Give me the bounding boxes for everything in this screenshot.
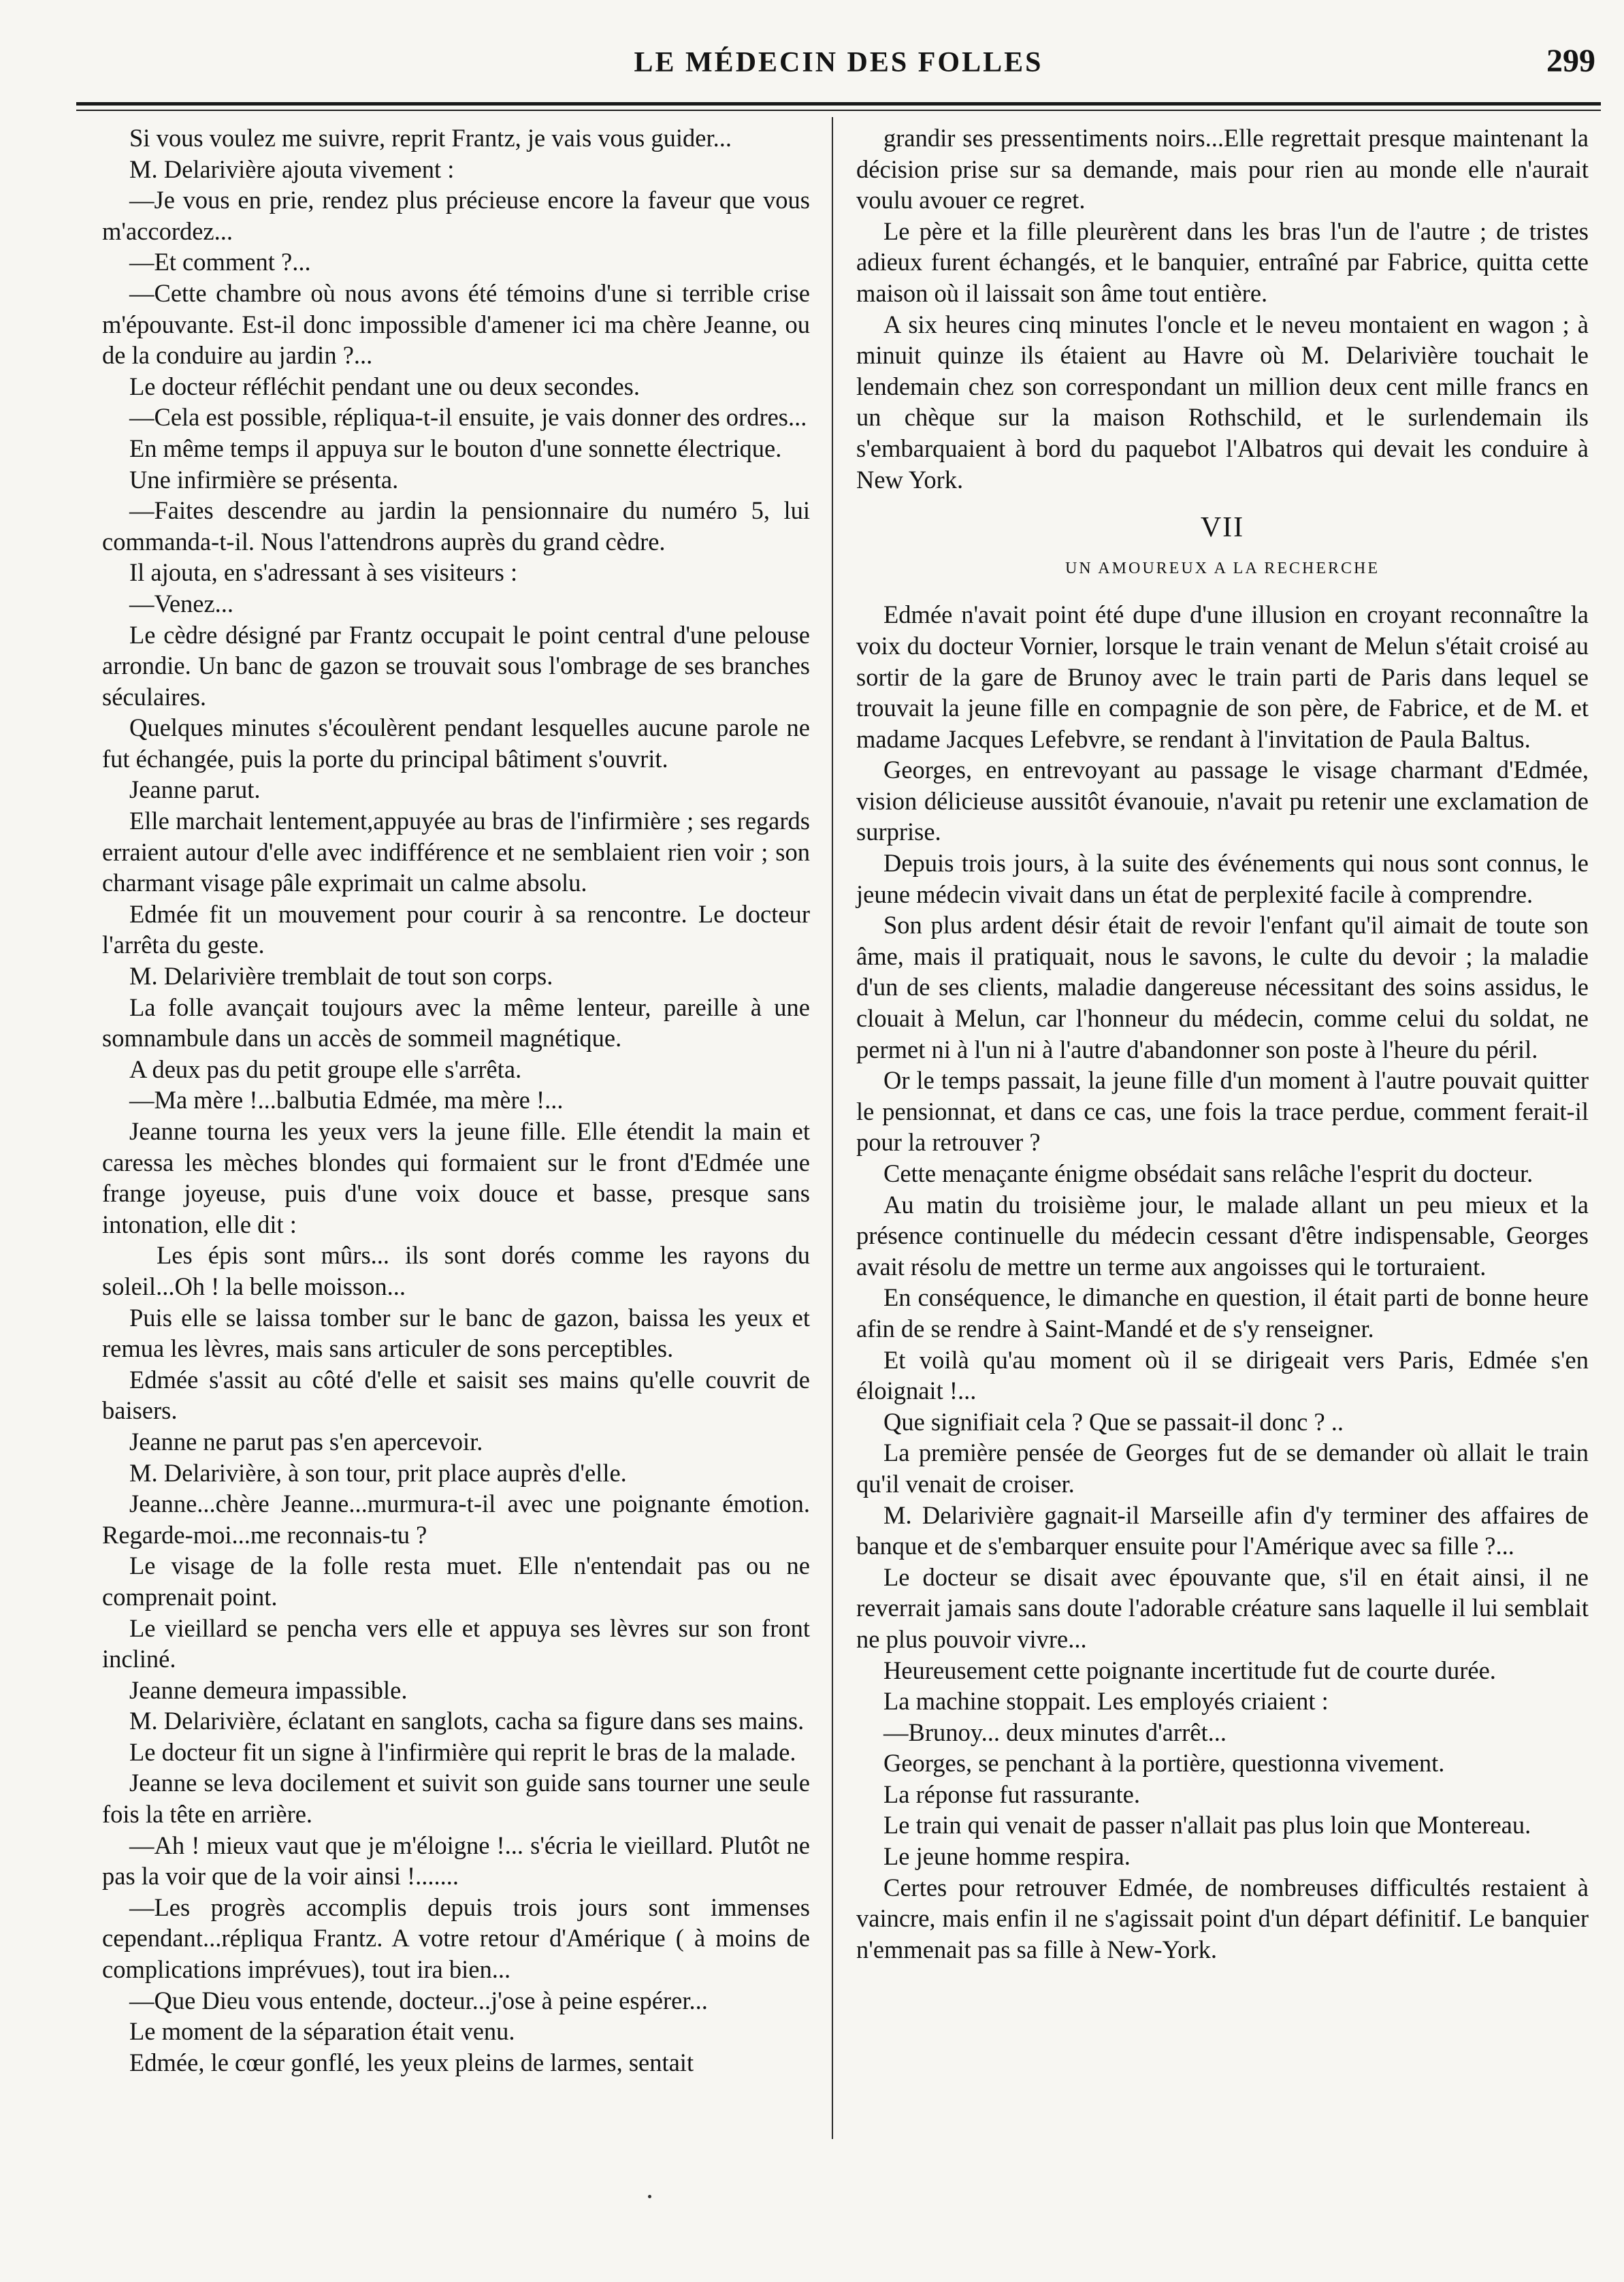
chapter-number: VII <box>1200 512 1245 544</box>
paragraph: Le père et la fille pleurèrent dans les bras l'un de l'autre ; de tristes adieux furent échangés, et le banquier, entraîné par Fabrice, quitta cette maison où il laissait son âme tout entière. <box>856 216 1589 307</box>
paragraph: Certes pour retrouver Edmée, de nombreuses difficultés restaient à vaincre, mais enfin il ne s'agissait point d'un départ définitif. Le banquier n'emmenait pas sa fille à New-York. <box>856 1873 1589 1963</box>
paragraph: M. Delarivière, à son tour, prit place auprès d'elle. <box>129 1458 627 1487</box>
paragraph: En même temps il appuya sur le bouton d'une sonnette électrique. <box>129 434 782 462</box>
paragraph: La première pensée de Georges fut de se demander où allait le train qu'il venait de croiser. <box>856 1439 1589 1498</box>
paragraph: —Les progrès accomplis depuis trois jours sont immenses cependant...répliqua Frantz. A votre retour d'Amérique ( à moins de complications imprévues), tout ira bien... <box>102 1893 810 1984</box>
page-header <box>76 27 1601 109</box>
paragraph: M. Delarivière ajouta vivement : <box>129 155 455 183</box>
paragraph: —Cette chambre où nous avons été témoins d'une si terrible crise m'épouvante. Est-il donc impossible d'amener ici ma chère Jeanne, ou de la conduire au jardin ?... <box>102 278 810 370</box>
left-column <box>102 123 810 2078</box>
header-rule-thick <box>76 102 1601 106</box>
paragraph: Edmée, le cœur gonflé, les yeux pleins de larmes, sentait <box>129 2048 694 2076</box>
paragraph: Que signifiait cela ? Que se passait-il donc ? .. <box>883 1407 1344 1436</box>
paragraph: Le vieillard se pencha vers elle et appuya ses lèvres sur son front incliné. <box>102 1613 810 1673</box>
paragraph: Et voilà qu'au moment où il se dirigeait vers Paris, Edmée s'en éloignait !... <box>856 1345 1589 1405</box>
paragraph: Une infirmière se présenta. <box>129 465 399 494</box>
paragraph: Jeanne demeura impassible. <box>129 1675 408 1704</box>
paragraph: —Cela est possible, répliqua-t-il ensuite, je vais donner des ordres... <box>129 403 807 432</box>
paragraph: —Je vous en prie, rendez plus précieuse encore la faveur que vous m'accordez... <box>102 186 810 245</box>
chapter-title: UN AMOUREUX A LA RECHERCHE <box>1065 559 1380 577</box>
paragraph: Le docteur réfléchit pendant une ou deux secondes. <box>129 372 640 400</box>
paragraph: Le visage de la folle resta muet. Elle n'entendait pas ou ne comprenait point. <box>102 1552 810 1611</box>
paragraph: Edmée n'avait point été dupe d'une illusion en croyant reconnaître la voix du docteur Vornier, lorsque le train venant de Melun s'était croisé au sortir de la gare de Brunoy avec le train parti de Paris dans lequel se trouvait la jeune fille en compagnie de son père, de Fabrice, et de M. et madame Jacques Lefebvre, se rendant à l'invitation de Paula Baltus. <box>856 600 1589 753</box>
paragraph: Edmée s'assit au côté d'elle et saisit ses mains qu'elle couvrit de baisers. <box>102 1365 810 1425</box>
header-rule-thin <box>76 110 1601 111</box>
paragraph: Elle marchait lentement,appuyée au bras de l'infirmière ; ses regards erraient autour d'elle avec indifférence et ne semblaient rien voir ; son charmant visage pâle exprimait un calme absolu. <box>102 807 810 897</box>
paragraph: —Que Dieu vous entende, docteur...j'ose à peine espérer... <box>129 1986 708 2014</box>
paragraph: Cette menaçante énigme obsédait sans relâche l'esprit du docteur. <box>883 1159 1533 1187</box>
paragraph: Le docteur fit un signe à l'infirmière qui reprit le bras de la malade. <box>129 1737 796 1766</box>
paragraph: Le cèdre désigné par Frantz occupait le point central d'une pelouse arrondie. Un banc de gazon se trouvait sous l'ombrage de ses branches séculaires. <box>102 620 810 711</box>
paragraph: Jeanne se leva docilement et suivit son guide sans tourner une seule fois la tête en arrière. <box>102 1769 810 1829</box>
paragraph: Le moment de la séparation était venu. <box>129 2017 515 2046</box>
paragraph: Le docteur se disait avec épouvante que, s'il en était ainsi, il ne reverrait jamais sans doute l'adorable créature sans laquelle il lui semblait ne plus pouvoir vivre... <box>856 1562 1589 1653</box>
paragraph: Depuis trois jours, à la suite des événements qui nous sont connus, le jeune médecin vivait dans un état de perplexité facile à comprendre. <box>856 849 1589 908</box>
paragraph: M. Delarivière, éclatant en sanglots, cacha sa figure dans ses mains. <box>129 1707 805 1735</box>
paragraph: Jeanne tourna les yeux vers la jeune fille. Elle étendit la main et caressa les mèches blondes qui formaient sur le front d'Edmée une frange joyeuse, puis d'une voix douce et basse, presque sans intonation, elle dit : <box>102 1117 810 1238</box>
paragraph: Jeanne...chère Jeanne...murmura-t-il avec une poignante émotion. Regarde-moi...me reconnais-tu ? <box>102 1490 810 1549</box>
paragraph: —Venez... <box>129 589 234 617</box>
paragraph: La réponse fut rassurante. <box>883 1780 1141 1808</box>
paragraph: La folle avançait toujours avec la même lenteur, pareille à une somnambule dans un accès de sommeil magnétique. <box>102 993 810 1052</box>
paragraph: A six heures cinq minutes l'oncle et le neveu montaient en wagon ; à minuit quinze ils étaient au Havre où M. Delarivière touchait le lendemain chez son correspondant un million deux cent mille francs en un chèque sur la maison Rothschild, et le surlendemain ils s'embarquaient à bord du paquebot l'Albatros qui devait les conduire à New York. <box>856 310 1589 494</box>
paragraph: Jeanne parut. <box>129 775 261 804</box>
paragraph: —Et comment ?... <box>129 248 311 276</box>
paragraph: —Ah ! mieux vaut que je m'éloigne !... s'écria le vieillard. Plutôt ne pas la voir que de la voir ainsi !....... <box>102 1831 810 1891</box>
paragraph: Heureusement cette poignante incertitude fut de courte durée. <box>883 1656 1496 1684</box>
paragraph: En conséquence, le dimanche en question, il était parti de bonne heure afin de se rendre à Saint-Mandé et de s'y renseigner. <box>856 1283 1589 1343</box>
paragraph: Georges, en entrevoyant au passage le visage charmant d'Edmée, vision délicieuse aussitôt évanouie, n'avait pu retenir une exclamation de surprise. <box>856 756 1589 846</box>
quoted-speech: Les épis sont mûrs... ils sont dorés comme les rayons du soleil...Oh ! la belle moisson... <box>102 1241 810 1300</box>
paragraph: Son plus ardent désir était de revoir l'enfant qu'il aimait de toute son âme, mais il pratiquait, nous le savons, le culte du devoir ; la maladie d'un de ses clients, maladie dangereuse nécessitant des soins assidus, le clouait à Melun, car l'honneur du médecin, comme celui du soldat, ne permet ni à l'un ni à l'autre d'abandonner son poste à l'heure du péril. <box>856 911 1589 1063</box>
paragraph: —Brunoy... deux minutes d'arrêt... <box>883 1718 1227 1746</box>
paragraph: Puis elle se laissa tomber sur le banc de gazon, baissa les yeux et remua les lèvres, mais sans articuler de sons perceptibles. <box>102 1303 810 1363</box>
paragraph: Il ajouta, en s'adressant à ses visiteurs : <box>129 558 518 587</box>
paragraph: A deux pas du petit groupe elle s'arrêta. <box>129 1055 522 1083</box>
paragraph: M. Delarivière gagnait-il Marseille afin d'y terminer des affaires de banque et de s'embarquer ensuite pour l'Amérique avec sa fille ?... <box>856 1500 1589 1560</box>
paragraph: La machine stoppait. Les employés criaient : <box>883 1687 1329 1716</box>
page-number: 299 <box>1546 43 1595 79</box>
paragraph: Jeanne ne parut pas s'en apercevoir. <box>129 1427 483 1456</box>
column-divider <box>832 117 833 2139</box>
paragraph: Quelques minutes s'écoulèrent pendant lesquelles aucune parole ne fut échangée, puis la porte du principal bâtiment s'ouvrit. <box>102 713 810 773</box>
paragraph: Le jeune homme respira. <box>883 1842 1131 1871</box>
paragraph: Or le temps passait, la jeune fille d'un moment à l'autre pouvait quitter le pensionnat, et dans ce cas, une fois la trace perdue, comment ferait-il pour la retrouver ? <box>856 1066 1589 1157</box>
print-speck <box>648 2195 651 2198</box>
paragraph: grandir ses pressentiments noirs...Elle regrettait presque maintenant la décision prise sur sa demande, mais pour rien au monde elle n'aurait voulu avouer ce regret. <box>856 124 1589 214</box>
paragraph: —Ma mère !...balbutia Edmée, ma mère !... <box>129 1086 564 1114</box>
paragraph: —Faites descendre au jardin la pensionnaire du numéro 5, lui commanda-t-il. Nous l'attendrons auprès du grand cèdre. <box>102 496 810 556</box>
running-title: LE MÉDECIN DES FOLLES <box>634 47 1043 78</box>
paragraph: Le train qui venait de passer n'allait pas plus loin que Montereau. <box>883 1811 1531 1839</box>
paragraph: Au matin du troisième jour, le malade allant un peu mieux et la présence continuelle du médecin cessant d'être indispensable, Georges avait résolu de mettre un terme aux angoisses qui le torturaient. <box>856 1190 1589 1281</box>
paragraph: Edmée fit un mouvement pour courir à sa rencontre. Le docteur l'arrêta du geste. <box>102 899 810 959</box>
paragraph: Georges, se penchant à la portière, questionna vivement. <box>883 1749 1445 1778</box>
right-column <box>856 123 1589 1965</box>
paragraph: Si vous voulez me suivre, reprit Frantz, je vais vous guider... <box>129 124 732 152</box>
paragraph: M. Delarivière tremblait de tout son corps. <box>129 962 553 991</box>
